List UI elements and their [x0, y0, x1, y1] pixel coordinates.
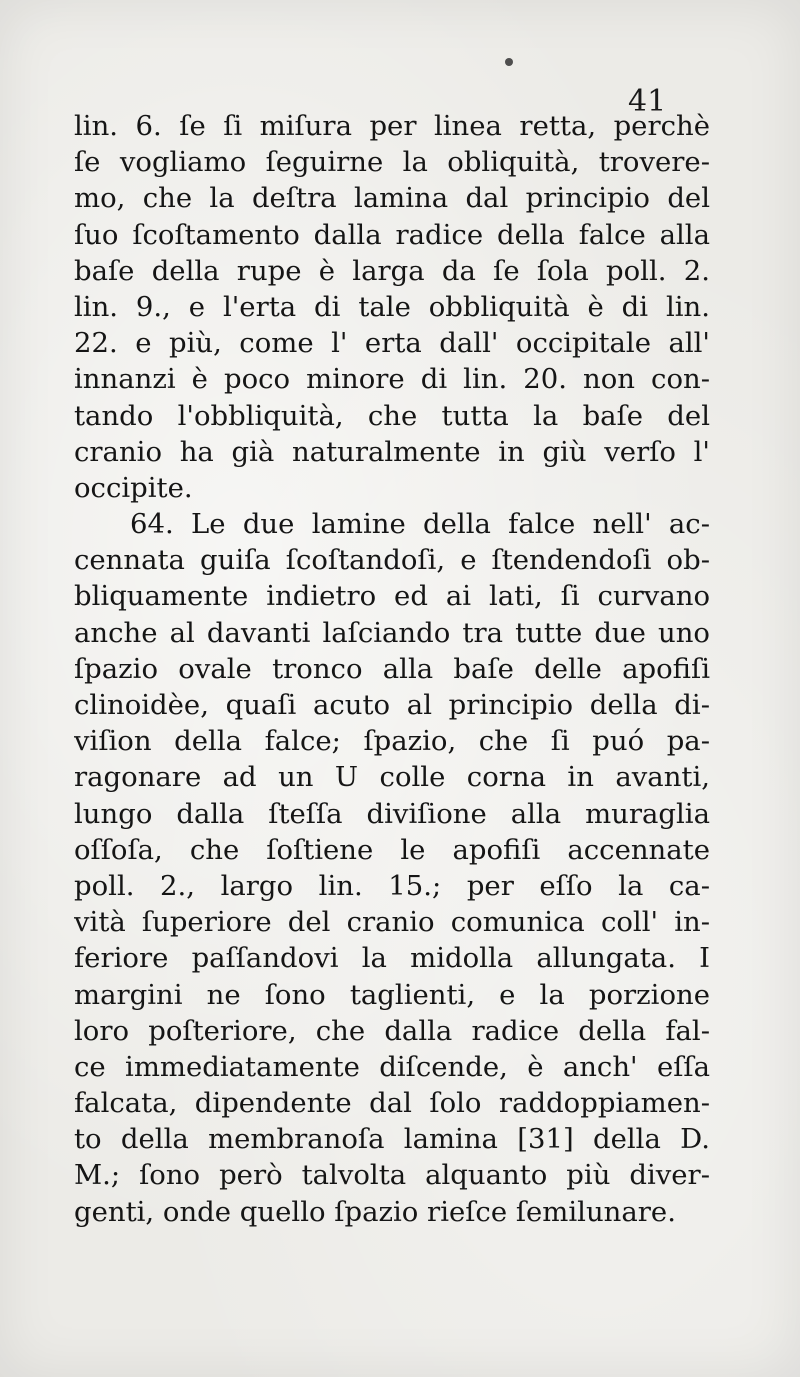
- page-number: 41: [628, 84, 667, 119]
- text-line: tando l'obbliquità, che tutta la baſe del: [74, 399, 710, 432]
- text-line: feriore paſſandovi la midolla allungata. I: [74, 942, 710, 975]
- text-line: bliquamente indietro ed ai lati, ſi curvano: [74, 580, 710, 613]
- text-line: mo, che la deſtra lamina dal principio del: [74, 182, 710, 215]
- text-line: occipite.: [74, 471, 193, 504]
- text-line: genti, onde quello ſpazio rieſce ſemilunare.: [74, 1195, 676, 1228]
- text-line: margini ne ſono taglienti, e la porzione: [74, 978, 710, 1011]
- text-line: innanzi è poco minore di lin. 20. non con-: [74, 363, 710, 396]
- text-line: 22. e più, come l' erta dall' occipitale all': [74, 327, 710, 360]
- text-line: ſpazio ovale tronco alla baſe delle apofiſi: [74, 652, 710, 685]
- body-text: [74, 108, 710, 1230]
- text-line: viſion della falce; ſpazio, che ſi puó pa-: [74, 725, 710, 758]
- paragraph-1: [74, 108, 710, 506]
- text-line: oſſoſa, che ſoſtiene le apofiſi accennate: [74, 833, 710, 866]
- text-line: vità ſuperiore del cranio comunica coll' in-: [74, 906, 710, 939]
- text-line: cennata guiſa ſcoſtandoſi, e ſtendendoſi ob-: [74, 544, 710, 577]
- text-line: cranio ha già naturalmente in giù verſo l': [74, 435, 710, 468]
- text-line: poll. 2., largo lin. 15.; per eſſo la ca-: [74, 869, 710, 902]
- text-line: M.; ſono però talvolta alquanto più diver-: [74, 1159, 710, 1192]
- text-line: lin. 6. ſe ſi miſura per linea retta, perchè: [74, 110, 710, 142]
- text-line: anche al davanti laſciando tra tutte due uno: [74, 616, 710, 649]
- text-line: loro poſteriore, che dalla radice della fal-: [74, 1014, 710, 1047]
- text-line: 64. Le due lamine della falce nell' ac-: [130, 508, 710, 541]
- text-line: lungo dalla ſteſſa diviſione alla muraglia: [74, 797, 710, 830]
- text-line: ce immediatamente diſcende, è anch' eſſa: [74, 1050, 710, 1083]
- text-line: baſe della rupe è larga da ſe ſola poll. 2.: [74, 254, 710, 287]
- text-line: ſe vogliamo ſeguirne la obliquità, troverе-: [74, 146, 710, 179]
- text-line: clinoidèe, quaſi acuto al principio della di-: [74, 689, 710, 721]
- paragraph-2: [74, 506, 710, 1230]
- text-line: ragonare ad un U colle corna in avanti,: [74, 761, 710, 794]
- text-line: ſuo ſcoſtamento dalla radice della falce alla: [74, 218, 710, 251]
- text-line: falcata, dipendente dal ſolo raddoppiamen-: [74, 1087, 710, 1120]
- text-line: lin. 9., e l'erta di tale obbliquità è di lin.: [74, 290, 710, 323]
- text-line: to della membranoſa lamina [31] della D.: [74, 1123, 710, 1156]
- ink-speck: [505, 58, 513, 66]
